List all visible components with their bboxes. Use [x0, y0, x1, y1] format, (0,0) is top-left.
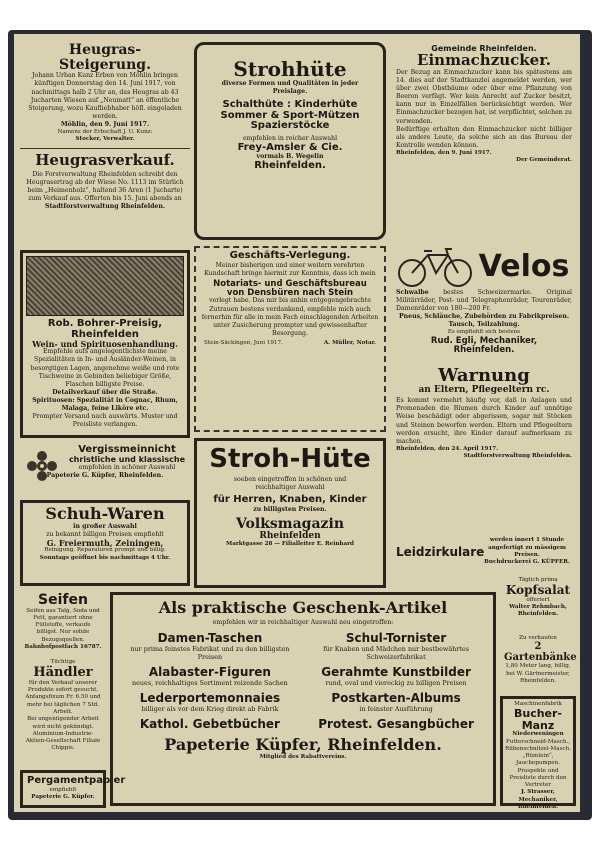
strohhuete-sub: diverse Formen und Qualitäten in jeder Preislage. [221, 80, 359, 96]
kopfsalat-sign: Walter Rehmbach, Rheinfelden. [509, 604, 567, 618]
heugrasverkauf-title: Heugrasverkauf. [35, 151, 175, 169]
geschaeft-ad [194, 246, 386, 432]
kopfsalat-ad [500, 574, 576, 628]
bucher-place: Niederweningen [512, 731, 564, 738]
bucher-ad [500, 696, 576, 811]
haendler-intro: Tüchtige [50, 659, 76, 665]
geschaeft-body2: verlegt habe. Das mir bis anhin entgegengebrachte Zutrauen bestens verdankend, empfehle mich auch fernerhin für alle in mein Fach einschlagenden Arbeiten unter Zusicherung prompter und gewissenhafter Besorgung. [201, 297, 379, 337]
velos-line: Es empfiehlt sich bestens [447, 329, 521, 336]
seifen-ad [20, 590, 106, 654]
velos-shop: Rud. Egli, Mechaniker, [430, 335, 538, 346]
geschenk-item: Protest. Gesangbücher [318, 716, 474, 731]
geschenk-item: Postkarten-Albums in feinster Ausführung [331, 690, 461, 713]
strohhuete-ad [194, 42, 386, 240]
bucher-kicker: Maschinenfabrik [514, 701, 562, 707]
kopfsalat-kicker: Täglich prima [518, 577, 558, 583]
warnung-sub: an Eltern, Pflegeeltern rc. [418, 384, 550, 395]
bohrer-subtitle: Wein- und Spirituosenhandlung. [32, 339, 178, 349]
vergiss-sign: Papeterie G. Küpfer, Rheinfelden. [46, 471, 164, 479]
vergiss-line2: christliche und klassische [68, 454, 186, 464]
velos-body: bestes Schweizermarke. Original Militärräder, Post- und Telegraphenräder, Tourenräder, Damenräder von 180—200 Fr. [396, 289, 573, 313]
heugras-steigerung-body: Johann Urban Kunz Erben von Möhlin bringen künftigen Donnerstag den 14. Juni 1917, von nachmittags halb 2 Uhr an, das Heugras ab 43 Jucharten Wiesen auf „Neumatt“ an öffentliche Steigerung, wozu Kaufliebhaber höfl. eingeladen werden. [28, 72, 182, 120]
geschaeft-body: Meiner bisherigen und einer weitern verehrten Kundschaft bringe hiermit zur Kenntnis, dass ich mein [204, 261, 376, 277]
leidzirkulare-ad [392, 534, 576, 570]
einmach-body2: Bedürftige erhalten den Einmachzucker nicht billiger als andere Leute, da solche sich an das Bureau der Kontrolle wenden können. [396, 125, 572, 149]
schuh-line2: zu bekannt billigen Preisen empfiehlt [46, 530, 164, 538]
geschenk-item: Lederportemonnaies billiger als vor dem Krieg direkt ab Fabrik [139, 690, 281, 713]
bucher-title: Bucher-Manz [513, 707, 563, 732]
strohhuete-line2: Sommer & Sport-Mützen [220, 109, 360, 121]
velos-brand: Schwalbe [396, 289, 429, 296]
geschenk-item: Alabaster-Figuren neues, reichhaltiges Sortiment reizende Sachen [132, 664, 288, 687]
strohhuete-line1: Schalthüte : Kinderhüte [222, 99, 358, 111]
newspaper-page [14, 34, 580, 812]
bohrer-body: Empfehle aufs angelegentlichste meine Spezialitäten in In- und Ausländer-Weinen, in besorgtigen Lagen, angenehme weiße und rote Tischweine in Gebinden beliebiger Größe, Flaschen billigste Preise. [30, 348, 180, 388]
gartenbank-ad [500, 632, 576, 692]
warnung-sign: Stadtforstverwaltung Rheinfelden. [463, 452, 572, 459]
heugras-steigerung-ad [20, 40, 190, 144]
geschaeft-sign: A. Müller, Notar. [323, 339, 376, 346]
geschenk-item: Damen-Taschen nur prima feinstes Fabrikat und zu den billigsten Preisen [130, 630, 290, 661]
schuh-line1: in großer Auswahl [73, 522, 137, 530]
seifen-sign: Bahnhofpostfach 16787. [24, 644, 102, 651]
wine-cellar-illustration [26, 256, 184, 316]
leidzirkulare-body: werden innert 1 Stunde angefertigt zu mässigem Preisen. [488, 537, 566, 558]
geschenk-item: Schul-Tornister für Knaben und Mädchen nur bestbewährtes Schweizerfabrikat [323, 630, 469, 661]
flower-icon [24, 448, 60, 484]
geschaeft-b2: von Densbüren nach Stein [226, 287, 354, 298]
bucher-sign: J. Strasser, Mechaniker, Rheinfelden. [517, 789, 559, 811]
vergiss-line3: empfohlen in schöner Auswahl [78, 463, 176, 471]
strohhuete-line3: Spazierstöcke [250, 120, 330, 132]
velos-ad [392, 242, 576, 358]
geschenk-item: Gerahmte Kunstbilder rund, oval und viereckig zu billigen Preisen [321, 664, 471, 687]
strohhuete2-ad [194, 438, 386, 588]
leidzirkulare-sign: Buchdruckerei G. KÜPFER. [484, 559, 570, 566]
kopfsalat-line: offeriert [526, 596, 550, 603]
bohrer-name: Rob. Bohrer-Preisig, Rheinfelden [47, 318, 163, 340]
einmach-ad [392, 42, 576, 238]
vergiss-title: Vergissmeinnicht [78, 444, 176, 455]
einmach-body: Der Bezug an Einmachzucker kann bis spätestens am 14. dies auf der Stadtkanzlei angemeldet werden, wer über zwei Obstbäume oder über eine Pflanzung von Beeren verfügt. Wer kein Anrecht auf Zucker besitzt, kann nur in Einzelfällen berücksichtigt werden. Wer Einmachzucker bezogen hat, ist verpflichtet, solchen zu verwenden. [396, 69, 572, 125]
heugrasverkauf-sign: Stadtforstverwaltung Rheinfelden. [44, 203, 166, 210]
heugras-steigerung-date: Möhlin, den 9. Juni 1917. [60, 120, 150, 128]
geschaeft-b1: Notariats- und Geschäftsbureau [213, 278, 367, 289]
schuh-title: Schuh-Waren [45, 504, 165, 523]
heugras-steigerung-title: Heugras-Steigerung. [59, 42, 151, 73]
strohhuete2-town: Rheinfelden [259, 530, 321, 541]
einmach-sign: Der Gemeinderat. [516, 157, 572, 164]
bohrer-ad [20, 250, 190, 438]
velos-title: Velos [478, 249, 570, 285]
strohhuete2-addr: Marktgasse 28 — Filialleiter E. Reinhard [226, 541, 354, 548]
heugrasverkauf-ad [20, 150, 190, 246]
strohhuete2-line2: für Herren, Knaben, Kinder [213, 494, 367, 506]
geschenk-ad [110, 592, 496, 806]
warnung-title: Warnung [438, 365, 530, 386]
vergiss-ad [20, 442, 190, 498]
schuh-line4: Sonntags geöffnet bis nachmittags 4 Uhr. [39, 554, 171, 561]
gartenbank-kicker: Zu verkaufen [519, 635, 557, 641]
haendler-ad [20, 656, 106, 768]
pergament-ad [20, 770, 126, 808]
strohhuete2-shop: Volksmagazin [235, 515, 344, 532]
haendler-body2: Bei ungenügender Arbeit wird nicht gekündigt. Aluminium-Industrie-Aktien-Gesellschaft Filiale Chippis. [25, 716, 101, 752]
seifen-title: Seifen [38, 592, 88, 608]
haendler-body: für den Verkauf unserer Produkte sofort gesucht. Anfangsfixum Fr. 6.50 und mehr bei täglichen 7 Std. Arbeit. [25, 679, 101, 715]
gartenbank-title: 2 Gartenbänke [504, 641, 577, 663]
heugrasverkauf-body: Die Forstverwaltung Rheinfelden schreibt den Heugrasertrag ab der Wiese No. 1113 im Stürlich beim „Heimenholz“, haltend 36 Aren (1 Jucharte) zum Verkauf aus. Offerten bis 15. Juni abends an [26, 170, 184, 202]
strohhuete2-title: Stroh-Hüte [209, 444, 371, 474]
einmach-kicker: Gemeinde Rheinfelden. [431, 44, 537, 53]
haendler-title: Händler [33, 665, 93, 681]
pergament-title: Pergamentpapier [27, 775, 126, 786]
bohrer-body2: Spirituosen: Spezialität in Cognac, Rhum, Malaga, feine Liköre etc. [32, 396, 178, 412]
gartenbank-body: 1,80 Meter lang, billig, bei W. Gärtnermeister, Rheinfelden. [505, 663, 571, 684]
bohrer-footer: Prompter Versand nach auswärts. Muster und Preisliste verlangen. [32, 412, 178, 428]
warnung-body: Es kommt vermehrt häufig vor, daß in Anlagen und Promenaden die Blumen durch Kinder auf unnötige Weise beschädigt oder abgerissen, sogar mit Stöcken und Steinen beworfen werden. Eltern und Pflegeeltern werden ersucht, ihre Kinder darauf aufmerksam zu machen. [396, 397, 572, 445]
divider [20, 148, 190, 149]
kopfsalat-title: Kopfsalat [505, 583, 571, 598]
schuh-line3: Reinigung. Reparaturen prompt und billig. [44, 547, 166, 554]
schuh-name: G. Freiermuth, Zeiningen, [46, 537, 164, 548]
seifen-body: Seifen aus Talg, Soda und Fett, garantiert ohne Füllstoffe, verkaufe billigst. Nur solide Bezugsquellen. [26, 607, 100, 643]
geschaeft-title: Geschäfts-Verlegung. [229, 250, 351, 261]
warnung-date: Rheinfelden, den 24. April 1917. [396, 445, 499, 452]
einmach-date: Rheinfelden, den 9. Juni 1917. [396, 149, 492, 156]
geschaeft-date: Stein-Säckingen, Juni 1917. [204, 339, 283, 346]
leidzirkulare-title: Leidzirkulare [396, 544, 485, 559]
strohhuete-shop2: vormals B. Wegelin [256, 153, 324, 161]
geschenk-shop: Papeterie Küpfer, Rheinfelden. [164, 734, 442, 754]
bucher-body: Futterschneid-Masch., Rübenschnitzel-Masch. „Rümlein“, Jauchepumpen. [505, 738, 571, 767]
pergament-sign: Papeterie G. Küpfer. [31, 793, 95, 800]
velos-town: Rheinfelden. [453, 344, 515, 355]
geschenk-item: Kathol. Gebetbücher [139, 716, 280, 731]
geschenk-footer: Mitglied des Rabattvereins. [259, 753, 347, 760]
einmach-title: Einmachzucker. [417, 51, 551, 70]
velos-body2: Pneus, Schläuche, Zubehörden zu Fabrikpreisen. Tausch, Teilzahlung. [399, 313, 569, 329]
strohhuete-town: Rheinfelden. [254, 160, 326, 172]
geschenk-title: Als praktische Geschenk-Artikel [158, 598, 448, 617]
bucher-line: Prospekte und Preisliste durch den Vertreter [509, 767, 567, 789]
bohrer-depot: Detailverkauf über die Straße. [52, 388, 158, 396]
strohhuete2-line3: zu billigsten Preisen. [253, 505, 327, 513]
strohhuete-shop: Frey-Amsler & Cie. [237, 141, 343, 153]
schuh-ad [20, 500, 190, 586]
pergament-line: empfiehlt [49, 786, 77, 793]
strohhuete-title: Strohhüte [233, 57, 347, 81]
bicycle-icon [396, 245, 476, 289]
strohhuete2-line1: soeben eingetroffen in schönen und reichhaltiger Auswahl [233, 476, 347, 492]
geschenk-sub: empfehlen wir in reichhaltiger Auswahl neu eingetroffen: [212, 618, 394, 626]
warnung-ad [392, 364, 576, 530]
heugras-steigerung-sign2: Stocker, Verwalter. [75, 136, 135, 143]
strohhuete-line4: empfehlen in reicher Auswahl [242, 134, 338, 142]
heugras-steigerung-sign1: Namens der Erbschaft J. U. Kunz: [57, 128, 153, 135]
